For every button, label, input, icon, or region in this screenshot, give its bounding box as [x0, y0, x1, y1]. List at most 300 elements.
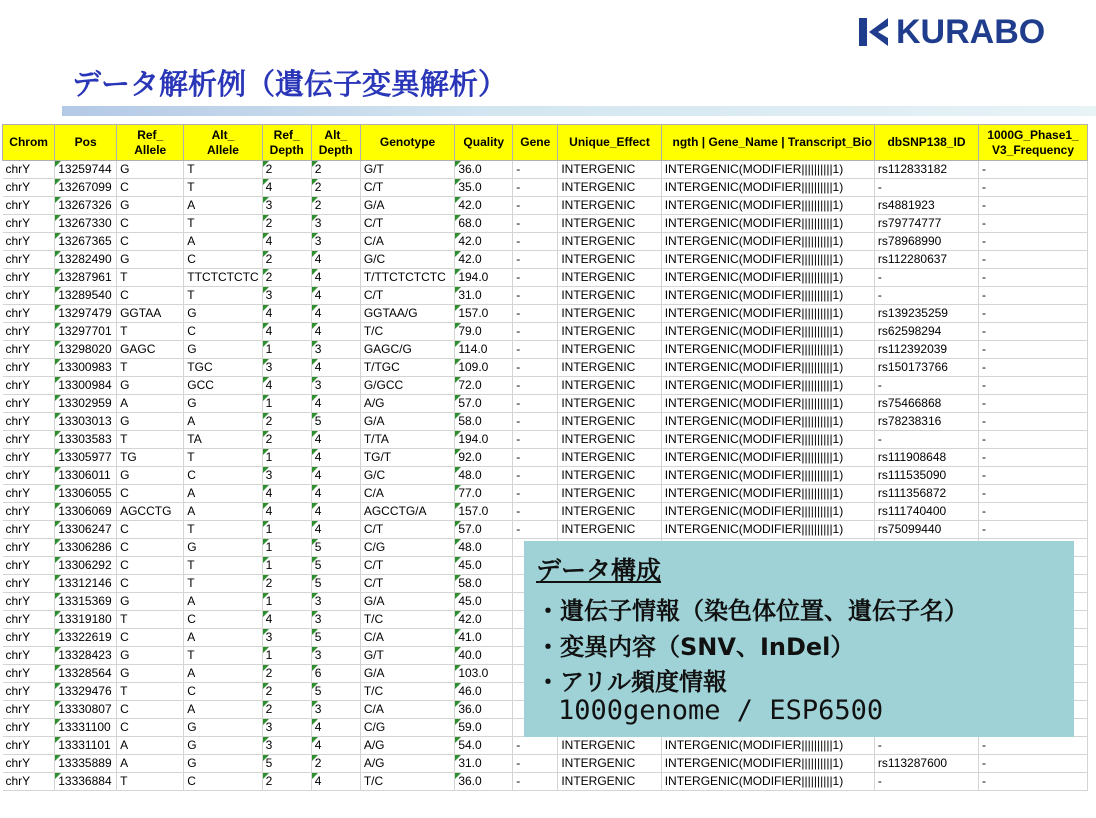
- table-cell[interactable]: INTERGENIC(MODIFIER||||||||||1): [661, 503, 874, 521]
- table-cell[interactable]: 13331100: [55, 719, 117, 737]
- table-cell[interactable]: G/A: [360, 197, 455, 215]
- table-cell[interactable]: 4: [262, 305, 311, 323]
- table-cell[interactable]: chrY: [3, 413, 55, 431]
- table-cell[interactable]: -: [979, 197, 1088, 215]
- table-cell[interactable]: 3: [262, 197, 311, 215]
- table-cell[interactable]: -: [513, 287, 558, 305]
- table-cell[interactable]: INTERGENIC: [558, 395, 661, 413]
- table-cell[interactable]: T/TTCTCTCTC: [360, 269, 455, 287]
- table-cell[interactable]: chrY: [3, 179, 55, 197]
- table-cell[interactable]: 3: [311, 593, 360, 611]
- table-cell[interactable]: -: [513, 233, 558, 251]
- table-cell[interactable]: 3: [262, 719, 311, 737]
- table-cell[interactable]: 31.0: [455, 755, 513, 773]
- table-cell[interactable]: C/T: [360, 287, 455, 305]
- table-cell[interactable]: A: [184, 503, 262, 521]
- table-cell[interactable]: 13297701: [55, 323, 117, 341]
- table-cell[interactable]: 1: [262, 647, 311, 665]
- table-cell[interactable]: 4: [311, 449, 360, 467]
- table-cell[interactable]: INTERGENIC(MODIFIER||||||||||1): [661, 287, 874, 305]
- table-cell[interactable]: 2: [262, 701, 311, 719]
- table-cell[interactable]: C/A: [360, 485, 455, 503]
- table-cell[interactable]: 5: [311, 557, 360, 575]
- table-cell[interactable]: 13331101: [55, 737, 117, 755]
- table-cell[interactable]: 13259744: [55, 161, 117, 179]
- table-cell[interactable]: 2: [262, 269, 311, 287]
- table-cell[interactable]: -: [513, 341, 558, 359]
- table-cell[interactable]: 103.0: [455, 665, 513, 683]
- table-cell[interactable]: C: [117, 485, 184, 503]
- table-cell[interactable]: G: [184, 719, 262, 737]
- table-cell[interactable]: -: [513, 737, 558, 755]
- table-cell[interactable]: -: [513, 503, 558, 521]
- table-cell[interactable]: C: [117, 719, 184, 737]
- table-cell[interactable]: -: [874, 773, 978, 791]
- table-cell[interactable]: T: [117, 323, 184, 341]
- table-cell[interactable]: 5: [311, 629, 360, 647]
- table-cell[interactable]: 40.0: [455, 647, 513, 665]
- table-cell[interactable]: G/T: [360, 161, 455, 179]
- table-cell[interactable]: INTERGENIC: [558, 521, 661, 539]
- table-cell[interactable]: chrY: [3, 719, 55, 737]
- table-cell[interactable]: 59.0: [455, 719, 513, 737]
- table-cell[interactable]: 1: [262, 449, 311, 467]
- table-cell[interactable]: T/C: [360, 323, 455, 341]
- table-cell[interactable]: rs75099440: [874, 521, 978, 539]
- table-cell[interactable]: TA: [184, 431, 262, 449]
- table-cell[interactable]: 2: [262, 161, 311, 179]
- table-cell[interactable]: 68.0: [455, 215, 513, 233]
- table-cell[interactable]: 58.0: [455, 575, 513, 593]
- table-cell[interactable]: INTERGENIC(MODIFIER||||||||||1): [661, 305, 874, 323]
- table-cell[interactable]: -: [979, 431, 1088, 449]
- table-cell[interactable]: 4: [311, 251, 360, 269]
- table-cell[interactable]: -: [874, 737, 978, 755]
- table-cell[interactable]: A: [117, 755, 184, 773]
- table-cell[interactable]: TTCTCTCTC: [184, 269, 262, 287]
- table-cell[interactable]: C: [184, 251, 262, 269]
- table-cell[interactable]: 4: [311, 431, 360, 449]
- table-cell[interactable]: 2: [262, 683, 311, 701]
- table-cell[interactable]: INTERGENIC(MODIFIER||||||||||1): [661, 161, 874, 179]
- table-cell[interactable]: chrY: [3, 773, 55, 791]
- table-cell[interactable]: 35.0: [455, 179, 513, 197]
- table-cell[interactable]: 13300984: [55, 377, 117, 395]
- table-cell[interactable]: T: [117, 683, 184, 701]
- table-cell[interactable]: 4: [311, 287, 360, 305]
- table-cell[interactable]: -: [513, 431, 558, 449]
- table-cell[interactable]: chrY: [3, 251, 55, 269]
- table-cell[interactable]: 4: [311, 521, 360, 539]
- table-cell[interactable]: 58.0: [455, 413, 513, 431]
- table-cell[interactable]: 77.0: [455, 485, 513, 503]
- table-cell[interactable]: chrY: [3, 629, 55, 647]
- table-cell[interactable]: 57.0: [455, 521, 513, 539]
- table-cell[interactable]: C/T: [360, 575, 455, 593]
- table-cell[interactable]: 13306011: [55, 467, 117, 485]
- table-cell[interactable]: 1: [262, 521, 311, 539]
- table-cell[interactable]: chrY: [3, 395, 55, 413]
- table-cell[interactable]: G: [117, 647, 184, 665]
- table-cell[interactable]: INTERGENIC: [558, 413, 661, 431]
- table-cell[interactable]: T/TA: [360, 431, 455, 449]
- table-cell[interactable]: -: [513, 755, 558, 773]
- table-cell[interactable]: TG/T: [360, 449, 455, 467]
- table-cell[interactable]: G/A: [360, 413, 455, 431]
- table-cell[interactable]: chrY: [3, 611, 55, 629]
- table-cell[interactable]: 1: [262, 341, 311, 359]
- table-cell[interactable]: INTERGENIC: [558, 773, 661, 791]
- table-cell[interactable]: INTERGENIC(MODIFIER||||||||||1): [661, 179, 874, 197]
- table-cell[interactable]: 42.0: [455, 611, 513, 629]
- table-cell[interactable]: INTERGENIC: [558, 449, 661, 467]
- table-cell[interactable]: C: [117, 557, 184, 575]
- table-cell[interactable]: T: [184, 287, 262, 305]
- table-cell[interactable]: TG: [117, 449, 184, 467]
- table-cell[interactable]: C: [184, 773, 262, 791]
- table-cell[interactable]: 13303013: [55, 413, 117, 431]
- table-cell[interactable]: A: [184, 593, 262, 611]
- table-cell[interactable]: G: [117, 377, 184, 395]
- table-cell[interactable]: 5: [311, 683, 360, 701]
- table-cell[interactable]: T/C: [360, 773, 455, 791]
- table-cell[interactable]: INTERGENIC: [558, 341, 661, 359]
- table-cell[interactable]: -: [979, 449, 1088, 467]
- table-cell[interactable]: -: [513, 773, 558, 791]
- table-cell[interactable]: 45.0: [455, 557, 513, 575]
- table-cell[interactable]: INTERGENIC(MODIFIER||||||||||1): [661, 233, 874, 251]
- table-cell[interactable]: C: [117, 539, 184, 557]
- table-cell[interactable]: 13287961: [55, 269, 117, 287]
- table-cell[interactable]: INTERGENIC: [558, 287, 661, 305]
- table-cell[interactable]: T: [184, 521, 262, 539]
- table-cell[interactable]: INTERGENIC(MODIFIER||||||||||1): [661, 251, 874, 269]
- table-cell[interactable]: 13306286: [55, 539, 117, 557]
- table-cell[interactable]: 13312146: [55, 575, 117, 593]
- table-cell[interactable]: rs150173766: [874, 359, 978, 377]
- table-cell[interactable]: T: [184, 215, 262, 233]
- table-cell[interactable]: INTERGENIC(MODIFIER||||||||||1): [661, 377, 874, 395]
- table-cell[interactable]: 13267326: [55, 197, 117, 215]
- column-header[interactable]: ngth | Gene_Name | Transcript_Bio: [661, 125, 874, 161]
- table-cell[interactable]: -: [979, 737, 1088, 755]
- table-cell[interactable]: 13328423: [55, 647, 117, 665]
- table-cell[interactable]: -: [874, 431, 978, 449]
- table-cell[interactable]: chrY: [3, 737, 55, 755]
- table-cell[interactable]: 4: [311, 269, 360, 287]
- table-cell[interactable]: T: [117, 431, 184, 449]
- table-cell[interactable]: -: [979, 269, 1088, 287]
- table-cell[interactable]: 2: [262, 575, 311, 593]
- table-cell[interactable]: 4: [311, 395, 360, 413]
- table-cell[interactable]: 4: [311, 323, 360, 341]
- table-cell[interactable]: chrY: [3, 557, 55, 575]
- table-cell[interactable]: INTERGENIC: [558, 485, 661, 503]
- table-cell[interactable]: -: [874, 179, 978, 197]
- table-cell[interactable]: chrY: [3, 701, 55, 719]
- table-cell[interactable]: INTERGENIC(MODIFIER||||||||||1): [661, 413, 874, 431]
- table-cell[interactable]: 4: [262, 233, 311, 251]
- table-cell[interactable]: 31.0: [455, 287, 513, 305]
- table-cell[interactable]: 13297479: [55, 305, 117, 323]
- column-header[interactable]: Gene: [513, 125, 558, 161]
- table-cell[interactable]: 13328564: [55, 665, 117, 683]
- table-cell[interactable]: G/C: [360, 467, 455, 485]
- table-cell[interactable]: G/A: [360, 665, 455, 683]
- table-cell[interactable]: 46.0: [455, 683, 513, 701]
- table-cell[interactable]: 3: [311, 215, 360, 233]
- table-cell[interactable]: -: [979, 395, 1088, 413]
- table-cell[interactable]: C: [117, 179, 184, 197]
- table-cell[interactable]: INTERGENIC: [558, 179, 661, 197]
- table-cell[interactable]: INTERGENIC(MODIFIER||||||||||1): [661, 431, 874, 449]
- table-cell[interactable]: 5: [311, 575, 360, 593]
- table-cell[interactable]: INTERGENIC: [558, 269, 661, 287]
- table-cell[interactable]: chrY: [3, 647, 55, 665]
- table-cell[interactable]: 3: [311, 647, 360, 665]
- table-cell[interactable]: 13289540: [55, 287, 117, 305]
- table-cell[interactable]: rs111356872: [874, 485, 978, 503]
- table-cell[interactable]: 72.0: [455, 377, 513, 395]
- table-cell[interactable]: A: [117, 737, 184, 755]
- table-cell[interactable]: -: [979, 521, 1088, 539]
- table-cell[interactable]: 13306292: [55, 557, 117, 575]
- table-cell[interactable]: rs79774777: [874, 215, 978, 233]
- table-cell[interactable]: INTERGENIC(MODIFIER||||||||||1): [661, 215, 874, 233]
- table-cell[interactable]: -: [979, 359, 1088, 377]
- table-cell[interactable]: 54.0: [455, 737, 513, 755]
- table-cell[interactable]: T: [184, 179, 262, 197]
- table-cell[interactable]: INTERGENIC: [558, 377, 661, 395]
- table-cell[interactable]: 2: [311, 197, 360, 215]
- table-cell[interactable]: chrY: [3, 467, 55, 485]
- table-cell[interactable]: rs111740400: [874, 503, 978, 521]
- table-cell[interactable]: chrY: [3, 269, 55, 287]
- table-cell[interactable]: 4: [262, 503, 311, 521]
- table-cell[interactable]: C: [117, 215, 184, 233]
- table-cell[interactable]: chrY: [3, 197, 55, 215]
- column-header[interactable]: Genotype: [360, 125, 455, 161]
- table-cell[interactable]: G: [184, 395, 262, 413]
- table-cell[interactable]: 48.0: [455, 539, 513, 557]
- table-cell[interactable]: 5: [262, 755, 311, 773]
- table-cell[interactable]: 1: [262, 395, 311, 413]
- table-cell[interactable]: G: [184, 305, 262, 323]
- table-cell[interactable]: C: [184, 467, 262, 485]
- table-cell[interactable]: -: [874, 269, 978, 287]
- table-cell[interactable]: 13267365: [55, 233, 117, 251]
- table-cell[interactable]: G: [117, 251, 184, 269]
- table-cell[interactable]: 13298020: [55, 341, 117, 359]
- table-cell[interactable]: chrY: [3, 323, 55, 341]
- table-cell[interactable]: chrY: [3, 503, 55, 521]
- table-cell[interactable]: rs139235259: [874, 305, 978, 323]
- table-cell[interactable]: -: [979, 413, 1088, 431]
- table-cell[interactable]: C/T: [360, 179, 455, 197]
- table-cell[interactable]: 57.0: [455, 395, 513, 413]
- table-cell[interactable]: INTERGENIC: [558, 503, 661, 521]
- table-cell[interactable]: T: [117, 773, 184, 791]
- table-cell[interactable]: 13306247: [55, 521, 117, 539]
- table-cell[interactable]: 13300983: [55, 359, 117, 377]
- table-cell[interactable]: C: [184, 323, 262, 341]
- table-cell[interactable]: chrY: [3, 341, 55, 359]
- table-cell[interactable]: GAGC: [117, 341, 184, 359]
- table-cell[interactable]: INTERGENIC(MODIFIER||||||||||1): [661, 449, 874, 467]
- table-cell[interactable]: 5: [311, 413, 360, 431]
- table-cell[interactable]: -: [979, 773, 1088, 791]
- table-cell[interactable]: chrY: [3, 377, 55, 395]
- table-cell[interactable]: -: [513, 161, 558, 179]
- table-cell[interactable]: 4: [311, 503, 360, 521]
- table-cell[interactable]: 45.0: [455, 593, 513, 611]
- table-cell[interactable]: 36.0: [455, 773, 513, 791]
- column-header[interactable]: Chrom: [3, 125, 55, 161]
- table-cell[interactable]: INTERGENIC: [558, 737, 661, 755]
- table-cell[interactable]: T/TGC: [360, 359, 455, 377]
- table-cell[interactable]: -: [513, 413, 558, 431]
- table-cell[interactable]: -: [513, 449, 558, 467]
- table-cell[interactable]: -: [979, 341, 1088, 359]
- table-cell[interactable]: 4: [311, 305, 360, 323]
- table-cell[interactable]: 4: [311, 359, 360, 377]
- table-cell[interactable]: -: [513, 377, 558, 395]
- table-cell[interactable]: 3: [311, 341, 360, 359]
- table-cell[interactable]: -: [874, 377, 978, 395]
- table-cell[interactable]: 36.0: [455, 161, 513, 179]
- table-cell[interactable]: 13306069: [55, 503, 117, 521]
- table-cell[interactable]: C: [117, 287, 184, 305]
- table-cell[interactable]: 2: [311, 179, 360, 197]
- table-cell[interactable]: -: [979, 287, 1088, 305]
- table-cell[interactable]: G: [184, 341, 262, 359]
- table-cell[interactable]: chrY: [3, 287, 55, 305]
- table-cell[interactable]: -: [513, 305, 558, 323]
- table-cell[interactable]: 36.0: [455, 701, 513, 719]
- table-cell[interactable]: rs62598294: [874, 323, 978, 341]
- table-cell[interactable]: INTERGENIC(MODIFIER||||||||||1): [661, 773, 874, 791]
- table-cell[interactable]: 1: [262, 593, 311, 611]
- table-cell[interactable]: 157.0: [455, 503, 513, 521]
- table-cell[interactable]: G/T: [360, 647, 455, 665]
- table-cell[interactable]: T: [184, 449, 262, 467]
- table-cell[interactable]: INTERGENIC(MODIFIER||||||||||1): [661, 737, 874, 755]
- table-cell[interactable]: INTERGENIC(MODIFIER||||||||||1): [661, 521, 874, 539]
- table-cell[interactable]: -: [979, 467, 1088, 485]
- table-cell[interactable]: T: [117, 269, 184, 287]
- table-cell[interactable]: AGCCTG/A: [360, 503, 455, 521]
- table-cell[interactable]: chrY: [3, 449, 55, 467]
- table-cell[interactable]: INTERGENIC: [558, 161, 661, 179]
- table-cell[interactable]: 13303583: [55, 431, 117, 449]
- table-cell[interactable]: 42.0: [455, 233, 513, 251]
- column-header[interactable]: Pos: [55, 125, 117, 161]
- column-header[interactable]: Quality: [455, 125, 513, 161]
- table-cell[interactable]: chrY: [3, 215, 55, 233]
- column-header[interactable]: Ref_ Depth: [262, 125, 311, 161]
- table-cell[interactable]: chrY: [3, 665, 55, 683]
- table-cell[interactable]: 6: [311, 665, 360, 683]
- table-cell[interactable]: chrY: [3, 485, 55, 503]
- table-cell[interactable]: 2: [262, 665, 311, 683]
- column-header[interactable]: Alt_ Allele: [184, 125, 262, 161]
- table-cell[interactable]: 5: [311, 539, 360, 557]
- table-cell[interactable]: -: [979, 161, 1088, 179]
- table-cell[interactable]: -: [513, 323, 558, 341]
- table-cell[interactable]: 3: [311, 611, 360, 629]
- table-cell[interactable]: C/G: [360, 539, 455, 557]
- table-cell[interactable]: G: [117, 161, 184, 179]
- table-cell[interactable]: T: [184, 647, 262, 665]
- table-cell[interactable]: 13335889: [55, 755, 117, 773]
- table-cell[interactable]: 3: [262, 629, 311, 647]
- table-cell[interactable]: C/A: [360, 629, 455, 647]
- table-cell[interactable]: G: [117, 413, 184, 431]
- table-cell[interactable]: 13336884: [55, 773, 117, 791]
- table-cell[interactable]: 2: [311, 755, 360, 773]
- table-cell[interactable]: chrY: [3, 161, 55, 179]
- table-cell[interactable]: 41.0: [455, 629, 513, 647]
- table-cell[interactable]: A: [184, 629, 262, 647]
- table-cell[interactable]: chrY: [3, 305, 55, 323]
- table-cell[interactable]: C/T: [360, 557, 455, 575]
- table-cell[interactable]: G/A: [360, 593, 455, 611]
- column-header[interactable]: 1000G_Phase1_ V3_Frequency: [979, 125, 1088, 161]
- table-cell[interactable]: chrY: [3, 539, 55, 557]
- table-cell[interactable]: G: [117, 197, 184, 215]
- table-cell[interactable]: INTERGENIC: [558, 431, 661, 449]
- table-cell[interactable]: G/C: [360, 251, 455, 269]
- table-cell[interactable]: INTERGENIC: [558, 359, 661, 377]
- table-cell[interactable]: 42.0: [455, 251, 513, 269]
- table-cell[interactable]: T/C: [360, 683, 455, 701]
- table-cell[interactable]: -: [979, 215, 1088, 233]
- table-cell[interactable]: 3: [311, 701, 360, 719]
- table-cell[interactable]: -: [979, 179, 1088, 197]
- table-cell[interactable]: 1: [262, 539, 311, 557]
- table-cell[interactable]: rs78968990: [874, 233, 978, 251]
- table-cell[interactable]: 3: [262, 359, 311, 377]
- table-cell[interactable]: -: [513, 395, 558, 413]
- table-cell[interactable]: 4: [262, 611, 311, 629]
- table-cell[interactable]: -: [513, 179, 558, 197]
- table-cell[interactable]: GCC: [184, 377, 262, 395]
- table-cell[interactable]: chrY: [3, 359, 55, 377]
- table-cell[interactable]: G: [117, 467, 184, 485]
- table-cell[interactable]: 114.0: [455, 341, 513, 359]
- table-cell[interactable]: C/T: [360, 521, 455, 539]
- table-cell[interactable]: 2: [262, 773, 311, 791]
- table-cell[interactable]: 3: [262, 287, 311, 305]
- table-cell[interactable]: 3: [311, 377, 360, 395]
- table-cell[interactable]: 194.0: [455, 269, 513, 287]
- table-cell[interactable]: 13302959: [55, 395, 117, 413]
- table-cell[interactable]: C: [117, 701, 184, 719]
- table-cell[interactable]: -: [979, 485, 1088, 503]
- table-cell[interactable]: chrY: [3, 755, 55, 773]
- table-cell[interactable]: INTERGENIC(MODIFIER||||||||||1): [661, 341, 874, 359]
- table-cell[interactable]: G/GCC: [360, 377, 455, 395]
- table-cell[interactable]: G: [184, 755, 262, 773]
- table-cell[interactable]: chrY: [3, 521, 55, 539]
- table-cell[interactable]: G: [184, 737, 262, 755]
- table-cell[interactable]: rs112833182: [874, 161, 978, 179]
- table-cell[interactable]: 2: [262, 215, 311, 233]
- table-cell[interactable]: 1: [262, 557, 311, 575]
- table-cell[interactable]: INTERGENIC(MODIFIER||||||||||1): [661, 269, 874, 287]
- table-cell[interactable]: 4: [311, 773, 360, 791]
- column-header[interactable]: Ref_ Allele: [117, 125, 184, 161]
